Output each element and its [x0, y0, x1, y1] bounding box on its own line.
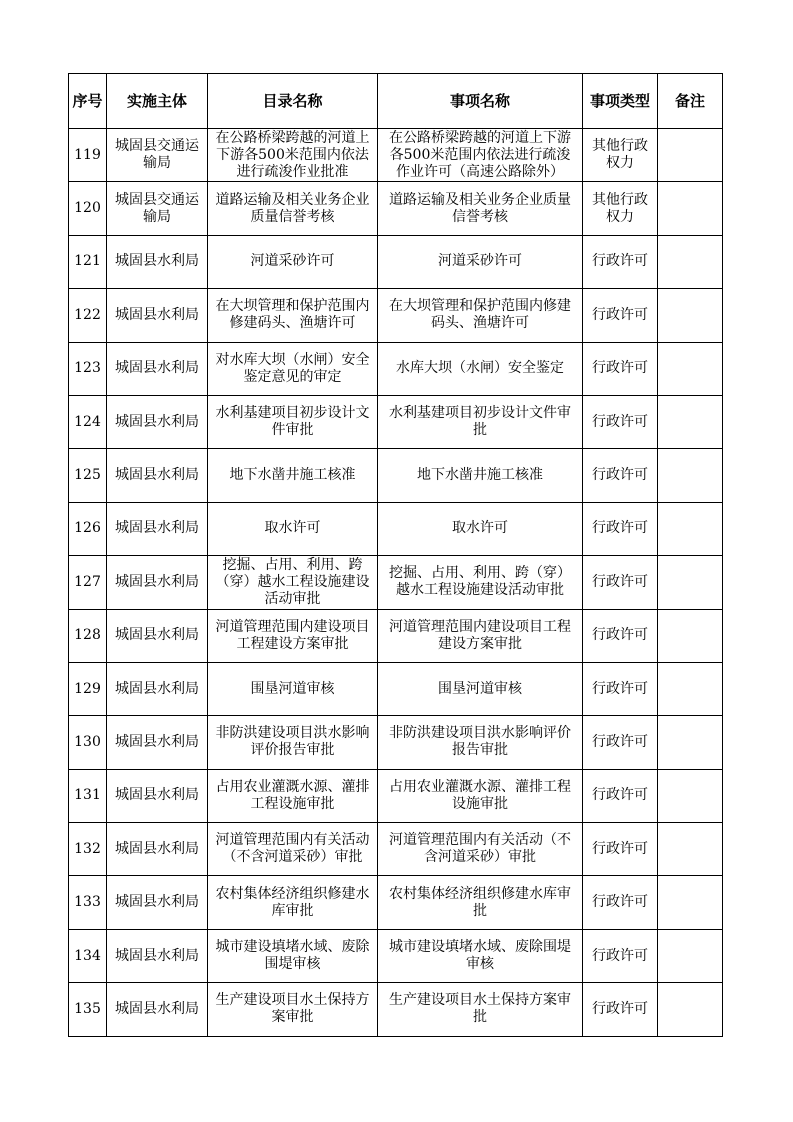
- item-type: 行政许可: [583, 983, 658, 1036]
- catalog-name: 生产建设项目水土保持方案审批: [208, 983, 378, 1036]
- catalog-name: 道路运输及相关业务企业质量信誉考核: [208, 182, 378, 235]
- item-name: 水利基建项目初步设计文件审批: [378, 395, 583, 448]
- catalog-name: 城市建设填堵水域、废除围堤审核: [208, 929, 378, 982]
- implementing-agency: 城固县水利局: [107, 449, 208, 502]
- row-no: 132: [69, 823, 107, 876]
- item-name: 河道管理范围内建设项目工程建设方案审批: [378, 609, 583, 662]
- item-name: 河道管理范围内有关活动（不含河道采砂）审批: [378, 823, 583, 876]
- catalog-name: 农村集体经济组织修建水库审批: [208, 876, 378, 929]
- remarks-cell: [658, 235, 723, 288]
- item-name: 在大坝管理和保护范围内修建码头、渔塘许可: [378, 289, 583, 342]
- catalog-name: 河道管理范围内有关活动（不含河道采砂）审批: [208, 823, 378, 876]
- table-row: [69, 823, 723, 876]
- implementing-agency: 城固县水利局: [107, 876, 208, 929]
- implementing-agency: 城固县水利局: [107, 342, 208, 395]
- row-no: 121: [69, 235, 107, 288]
- table-row: [69, 235, 723, 288]
- item-name: 水库大坝（水闸）安全鉴定: [378, 342, 583, 395]
- catalog-name: 取水许可: [208, 502, 378, 555]
- implementing-agency: 城固县水利局: [107, 289, 208, 342]
- catalog-name: 河道采砂许可: [208, 235, 378, 288]
- item-type: 行政许可: [583, 342, 658, 395]
- row-no: 122: [69, 289, 107, 342]
- item-type: 其他行政权力: [583, 129, 658, 182]
- remarks-cell: [658, 823, 723, 876]
- table-row: [69, 502, 723, 555]
- item-type: 其他行政权力: [583, 182, 658, 235]
- item-type: 行政许可: [583, 289, 658, 342]
- header-note: 备注: [658, 74, 723, 129]
- item-name: 取水许可: [378, 502, 583, 555]
- table-row: [69, 449, 723, 502]
- row-no: 120: [69, 182, 107, 235]
- item-name: 生产建设项目水土保持方案审批: [378, 983, 583, 1036]
- row-no: 130: [69, 716, 107, 769]
- implementing-agency: 城固县水利局: [107, 395, 208, 448]
- catalog-name: 挖掘、占用、利用、跨（穿）越水工程设施建设活动审批: [208, 556, 378, 609]
- catalog-name: 在公路桥梁跨越的河道上下游各500米范围内依法进行疏浚作业批准: [208, 129, 378, 182]
- item-name: 挖掘、占用、利用、跨（穿）越水工程设施建设活动审批: [378, 556, 583, 609]
- catalog-name: 对水库大坝（水闸）安全鉴定意见的审定: [208, 342, 378, 395]
- table-row: [69, 876, 723, 929]
- catalog-name: 围垦河道审核: [208, 662, 378, 715]
- table-header-row: [69, 74, 723, 129]
- item-type: 行政许可: [583, 556, 658, 609]
- implementing-agency: 城固县水利局: [107, 983, 208, 1036]
- row-no: 131: [69, 769, 107, 822]
- table-row: [69, 609, 723, 662]
- remarks-cell: [658, 716, 723, 769]
- implementing-agency: 城固县水利局: [107, 716, 208, 769]
- remarks-cell: [658, 929, 723, 982]
- row-no: 119: [69, 129, 107, 182]
- implementing-agency: 城固县水利局: [107, 556, 208, 609]
- header-catalog: 目录名称: [208, 74, 378, 129]
- item-name: 在公路桥梁跨越的河道上下游各500米范围内依法进行疏浚作业许可（高速公路除外）: [378, 129, 583, 182]
- item-type: 行政许可: [583, 823, 658, 876]
- remarks-cell: [658, 876, 723, 929]
- remarks-cell: [658, 289, 723, 342]
- item-name: 道路运输及相关业务企业质量信誉考核: [378, 182, 583, 235]
- remarks-cell: [658, 983, 723, 1036]
- implementing-agency: 城固县水利局: [107, 823, 208, 876]
- item-name: 河道采砂许可: [378, 235, 583, 288]
- implementing-agency: 城固县水利局: [107, 769, 208, 822]
- item-type: 行政许可: [583, 449, 658, 502]
- remarks-cell: [658, 395, 723, 448]
- row-no: 123: [69, 342, 107, 395]
- row-no: 125: [69, 449, 107, 502]
- table-row: [69, 129, 723, 182]
- item-type: 行政许可: [583, 716, 658, 769]
- item-name: 农村集体经济组织修建水库审批: [378, 876, 583, 929]
- table-row: [69, 289, 723, 342]
- table-row: [69, 556, 723, 609]
- item-name: 地下水凿井施工核准: [378, 449, 583, 502]
- header-item: 事项名称: [378, 74, 583, 129]
- catalog-name: 地下水凿井施工核准: [208, 449, 378, 502]
- row-no: 135: [69, 983, 107, 1036]
- header-entity: 实施主体: [107, 74, 208, 129]
- implementing-agency: 城固县水利局: [107, 662, 208, 715]
- table-row: [69, 929, 723, 982]
- header-type: 事项类型: [583, 74, 658, 129]
- item-name: 占用农业灌溉水源、灌排工程设施审批: [378, 769, 583, 822]
- item-type: 行政许可: [583, 609, 658, 662]
- items-table: [68, 73, 723, 1037]
- catalog-name: 水利基建项目初步设计文件审批: [208, 395, 378, 448]
- remarks-cell: [658, 449, 723, 502]
- table-row: [69, 716, 723, 769]
- item-name: 围垦河道审核: [378, 662, 583, 715]
- row-no: 133: [69, 876, 107, 929]
- row-no: 127: [69, 556, 107, 609]
- table-row: [69, 395, 723, 448]
- row-no: 124: [69, 395, 107, 448]
- row-no: 126: [69, 502, 107, 555]
- item-type: 行政许可: [583, 235, 658, 288]
- table-row: [69, 983, 723, 1036]
- implementing-agency: 城固县水利局: [107, 929, 208, 982]
- catalog-name: 非防洪建设项目洪水影响评价报告审批: [208, 716, 378, 769]
- row-no: 128: [69, 609, 107, 662]
- remarks-cell: [658, 129, 723, 182]
- implementing-agency: 城固县交通运输局: [107, 129, 208, 182]
- implementing-agency: 城固县交通运输局: [107, 182, 208, 235]
- item-type: 行政许可: [583, 876, 658, 929]
- remarks-cell: [658, 609, 723, 662]
- item-type: 行政许可: [583, 502, 658, 555]
- table-row: [69, 769, 723, 822]
- remarks-cell: [658, 769, 723, 822]
- catalog-name: 河道管理范围内建设项目工程建设方案审批: [208, 609, 378, 662]
- remarks-cell: [658, 502, 723, 555]
- catalog-name: 占用农业灌溉水源、灌排工程设施审批: [208, 769, 378, 822]
- remarks-cell: [658, 342, 723, 395]
- table-row: [69, 662, 723, 715]
- table-row: [69, 342, 723, 395]
- implementing-agency: 城固县水利局: [107, 502, 208, 555]
- row-no: 134: [69, 929, 107, 982]
- table-row: [69, 182, 723, 235]
- item-type: 行政许可: [583, 929, 658, 982]
- item-name: 城市建设填堵水域、废除围堤审核: [378, 929, 583, 982]
- row-no: 129: [69, 662, 107, 715]
- implementing-agency: 城固县水利局: [107, 235, 208, 288]
- item-type: 行政许可: [583, 769, 658, 822]
- catalog-name: 在大坝管理和保护范围内修建码头、渔塘许可: [208, 289, 378, 342]
- implementing-agency: 城固县水利局: [107, 609, 208, 662]
- remarks-cell: [658, 556, 723, 609]
- remarks-cell: [658, 182, 723, 235]
- header-no: 序号: [69, 74, 107, 129]
- item-type: 行政许可: [583, 395, 658, 448]
- remarks-cell: [658, 662, 723, 715]
- item-name: 非防洪建设项目洪水影响评价报告审批: [378, 716, 583, 769]
- item-type: 行政许可: [583, 662, 658, 715]
